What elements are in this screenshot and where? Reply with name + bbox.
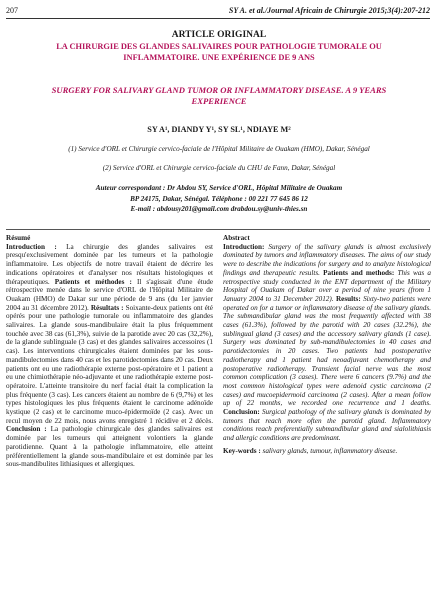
resume-results: Soixante-deux patients ont été opérés pour une pathologie tumorale ou inflammatoire des glandes salivaires. La glande sous-mandibulaire était la plus fréquemment touchée avec 38 cas (61,3%), suivie de la parotide avec 20 cas (32,2%), de la glande sublinguale (3 cas) et des glandes salivaires accessoires (1 cas). Les interventions chirurgicales étaient dominées par les sous-mandibulectomies dans 40 cas et les parotidectomies dans 20 cas. Deux patients ont eu une radiothérapie externe post-opératoire et 1 patient a eu une chimiothérapie néo-adjuvante et une radiothérapie externe post-opératoire. L'atteinte transitoire du nerf facial était la complication la plus fréquente (3 cas). Les cancers étaient au nombre de 6 (9,7%) et les types histologiques les plus fréquents étaient le carcinome adénoïde kystique (2 cas) et le carcinome muco-épidermoïde (2 cas). Avec un recul moyen de 22 mois, nous avons enregistré 1 récidive et 2 décès. — [6, 303, 213, 425]
abstract-column — [223, 234, 431, 460]
abstract-intro: Surgery of the salivary glands is almost exclusively dominated by tumors and inflammatory diseases. The aims of our study were to describe the indications for surgery and to analyze histological findings and therapeutic results. — [223, 242, 432, 277]
running-header — [6, 6, 430, 18]
affiliation-1: (1) Service d'ORL et Chirurgie cervico-faciale de l'Hôpital Militaire de Ouakam (HMO), Dakar, Sénégal — [68, 145, 370, 153]
keywords — [223, 447, 431, 456]
title-english: SURGERY FOR SALIVARY GLAND TUMOR OR INFLAMMATORY DISEASE. A 9 YEARS EXPERIENCE — [51, 85, 387, 106]
authors: SY A¹, DIANDY Y¹, SY SL¹, NDIAYE M² — [147, 125, 291, 134]
abstract-heading: Abstract — [223, 234, 250, 242]
resume-heading: Résumé — [6, 234, 31, 242]
resume-body — [6, 243, 213, 469]
correspondence-email: E-mail : abdousy201@gmail.com drabdou.sy@univ-thies.sn — [130, 205, 308, 213]
resume-conclusion-label: Conclusion : — [6, 425, 47, 434]
abstract-methods-label: Patients and methods: — [323, 268, 395, 277]
resume-column — [6, 234, 213, 473]
abstract-conclusion-label: Conclusion: — [223, 408, 260, 417]
correspondence-line-1: Auteur correspondant : Dr Abdou SY, Service d'ORL, Hôpital Militaire de Ouakam — [95, 184, 343, 192]
journal-citation: SY A. et al./Journal Africain de Chirurgie 2015;3(4):207-212 — [228, 6, 430, 15]
correspondence-line-2: BP 24175, Dakar, Sénégal. Téléphone : 00 221 77 645 86 12 — [130, 194, 308, 203]
keywords-text: salivary glands, tumour, inflammatory disease. — [262, 446, 398, 455]
resume-intro: La chirurgie des glandes salivaires est presqu'exclusivement dominée par les tumeurs et la pathologie inflammatoire. Les objectifs de notre travail étaient de décrire les indications opératoires et d'analyser nos résultats histologiques et thérapeutiques. — [6, 242, 214, 286]
header-rule — [6, 18, 430, 19]
resume-results-label: Résultats : — [90, 303, 124, 312]
abstract-results-label: Results: — [335, 294, 361, 303]
abstract-conclusion: Surgical pathology of the salivary glands is dominated by tumors that reach more often the parotid gland. Inflammatory conditions reach preferentially submandibular gland and sialolithiasis and allergic conditions are predominant. — [223, 408, 432, 443]
resume-methods: Il s'agissait d'une étude rétrospective menée dans le service d'ORL de l'Hôpital Militaire de Ouakam (HMO) de Dakar sur une période de 9 ans (du 1er janvier 2004 au 31 décembre 2012). — [6, 277, 214, 312]
page-number: 207 — [6, 6, 18, 15]
article-type: ARTICLE ORIGINAL — [171, 30, 267, 40]
affiliation-2: (2) Service d'ORL et Chirurgie cervico-faciale du CHU de Fann, Dakar, Sénégal — [102, 164, 336, 172]
abstract-results: Sixty-two patients were operated on for a tumor or inflammatory disease of the salivary glands. The submandibular gland was the most frequently affected with 38 cases (61.3%), followed by the parotid with 20 cases (32.2%), the sublingual gland (3 cases) and the accessory salivary glands (1 case). Surgery was dominated by sub-mandibulectomies in 40 cases and parotidectomies in 20 cases. Two patients had postoperative radiotherapy and 1 patient had neoadjuvant chemotherapy and postoperative radiotherapy. Transient facial nerve was the most common complication (3 cases). There were 6 cancers (9.7%) and the most common histological types were adenoid cystic carcinoma (2 cases) and mucoepidermoid carcinoma (2 cases). After a mean follow up of 22 months, we recorded one recurrence and 1 deaths. — [223, 294, 431, 408]
section-rule — [6, 229, 430, 230]
abstract-body — [223, 243, 431, 443]
resume-intro-label: Introduction : — [6, 242, 57, 251]
resume-conclusion: La pathologie chirurgicale des glandes salivaires est dominée par les tumeurs qui atteignent volontiers la glande parotidienne. Quant à la pathologie inflammatoire, elle atteint préférentiellement la glande sous-mandibulaire et est dominée par les sous-mandibulites lithiasiques et allergiques. — [6, 425, 213, 469]
title-french: LA CHIRURGIE DES GLANDES SALIVAIRES POUR PATHOLOGIE TUMORALE OU INFLAMMATOIRE. UNE EXPÉRIENCE DE 9 ANS — [56, 42, 382, 62]
abstract-intro-label: Introduction: — [223, 242, 265, 251]
keywords-label: Key-words : — [223, 446, 261, 455]
correspondence — [0, 183, 438, 215]
abstract-methods: This was a retrospective study conducted in the ENT department of the Military Hospital of Ouakam of Dakar over a period of nine years (from 1 January 2004 to 31 December 2012). — [223, 268, 432, 303]
resume-methods-label: Patients et méthodes : — [54, 277, 132, 286]
